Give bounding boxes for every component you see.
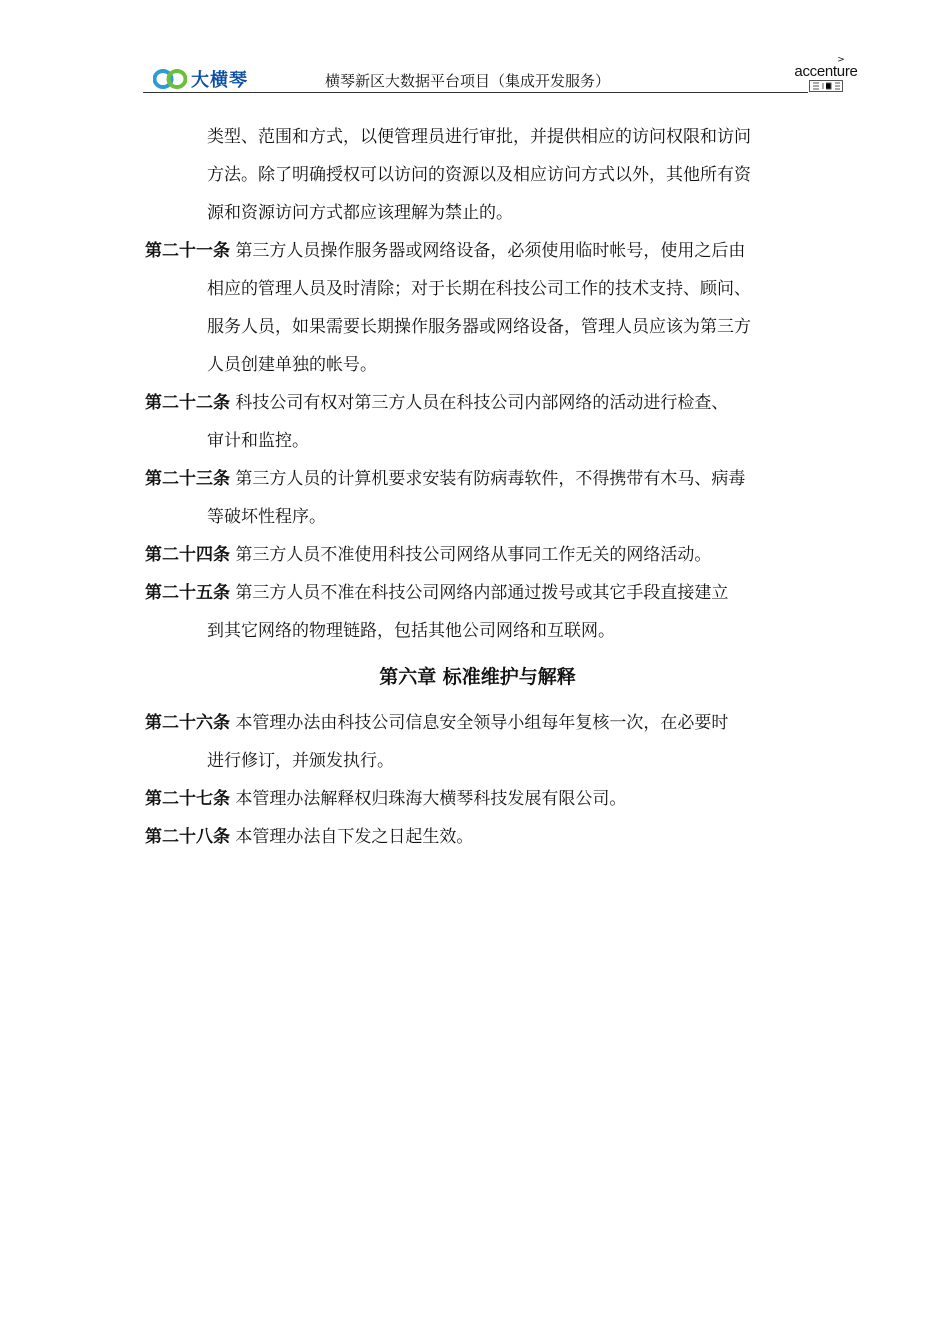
article-text: 源和资源访问方式都应该理解为禁止的。 — [207, 203, 513, 223]
article-text: 服务人员，如果需要长期操作服务器或网络设备，管理人员应该为第三方 — [207, 317, 751, 337]
partner-name: accenture — [794, 63, 858, 80]
page-header — [143, 55, 858, 94]
accenture-arrow-icon: > — [837, 55, 845, 65]
document-header-title: 横琴新区大数据平台项目（集成开发服务） — [325, 72, 611, 90]
article-line — [145, 308, 810, 346]
article-paragraph — [145, 384, 810, 460]
article-text: 第三方人员的计算机要求安装有防病毒软件，不得携带有木马、病毒 — [230, 469, 746, 489]
brand-name: 大横琴 — [191, 70, 248, 91]
article-text: 第三方人员不准在科技公司网络内部通过拨号或其它手段直接建立 — [230, 583, 729, 603]
article-paragraph — [145, 536, 810, 574]
article-line — [145, 384, 810, 422]
article-line — [145, 574, 810, 612]
article-line — [145, 270, 810, 308]
article-text: 到其它网络的物理链路，包括其他公司网络和互联网。 — [207, 621, 615, 641]
article-number: 第二十八条 — [145, 827, 230, 847]
article-line — [145, 536, 810, 574]
article-line — [145, 156, 810, 194]
article-number: 第二十六条 — [145, 713, 230, 733]
article-text: 科技公司有权对第三方人员在科技公司内部网络的活动进行检查、 — [230, 393, 729, 413]
article-paragraph — [145, 818, 810, 856]
article-line — [145, 118, 810, 156]
article-number: 第二十五条 — [145, 583, 230, 603]
article-line — [145, 232, 810, 270]
chapter-heading: 第六章 标准维护与解释 — [379, 666, 576, 688]
article-text: 进行修订，并颁发执行。 — [207, 751, 394, 771]
article-line — [145, 194, 810, 232]
article-number: 第二十四条 — [145, 545, 230, 565]
accenture-logo — [791, 56, 861, 96]
article-line — [145, 780, 810, 818]
article-number: 第二十二条 — [145, 393, 230, 413]
article-line — [145, 422, 810, 460]
article-text: 本管理办法自下发之日起生效。 — [230, 827, 474, 847]
article-paragraph — [145, 704, 810, 780]
article-line — [145, 818, 810, 856]
header-divider — [143, 92, 808, 93]
article-line — [145, 704, 810, 742]
article-paragraph — [145, 232, 810, 384]
article-number: 第二十三条 — [145, 469, 230, 489]
article-paragraph — [145, 118, 810, 232]
article-line — [145, 612, 810, 650]
article-text: 本管理办法解释权归珠海大横琴科技发展有限公司。 — [230, 789, 627, 809]
partner-seal-icon — [809, 80, 843, 92]
article-line — [145, 460, 810, 498]
article-text: 类型、范围和方式，以便管理员进行审批，并提供相应的访问权限和访问 — [207, 127, 751, 147]
article-paragraph — [145, 780, 810, 818]
article-text: 等破坏性程序。 — [207, 507, 326, 527]
article-number: 第二十一条 — [145, 241, 230, 261]
document-body — [145, 118, 810, 856]
article-text: 审计和监控。 — [207, 431, 309, 451]
article-text: 本管理办法由科技公司信息安全领导小组每年复核一次，在必要时 — [230, 713, 729, 733]
article-paragraph — [145, 574, 810, 650]
article-list — [145, 118, 810, 650]
article-line — [145, 346, 810, 384]
article-text: 方法。除了明确授权可以访问的资源以及相应访问方式以外，其他所有资 — [207, 165, 751, 185]
article-list-bottom — [145, 704, 810, 856]
article-text: 第三方人员操作服务器或网络设备，必须使用临时帐号，使用之后由 — [230, 241, 746, 261]
article-line — [145, 498, 810, 536]
article-number: 第二十七条 — [145, 789, 230, 809]
article-text: 相应的管理人员及时清除；对于长期在科技公司工作的技术支持、顾问、 — [207, 279, 751, 299]
article-line — [145, 742, 810, 780]
article-paragraph — [145, 460, 810, 536]
infinity-logo-icon — [153, 68, 187, 90]
company-logo — [153, 66, 248, 92]
article-text: 第三方人员不准使用科技公司网络从事同工作无关的网络活动。 — [230, 545, 712, 565]
article-text: 人员创建单独的帐号。 — [207, 355, 377, 375]
